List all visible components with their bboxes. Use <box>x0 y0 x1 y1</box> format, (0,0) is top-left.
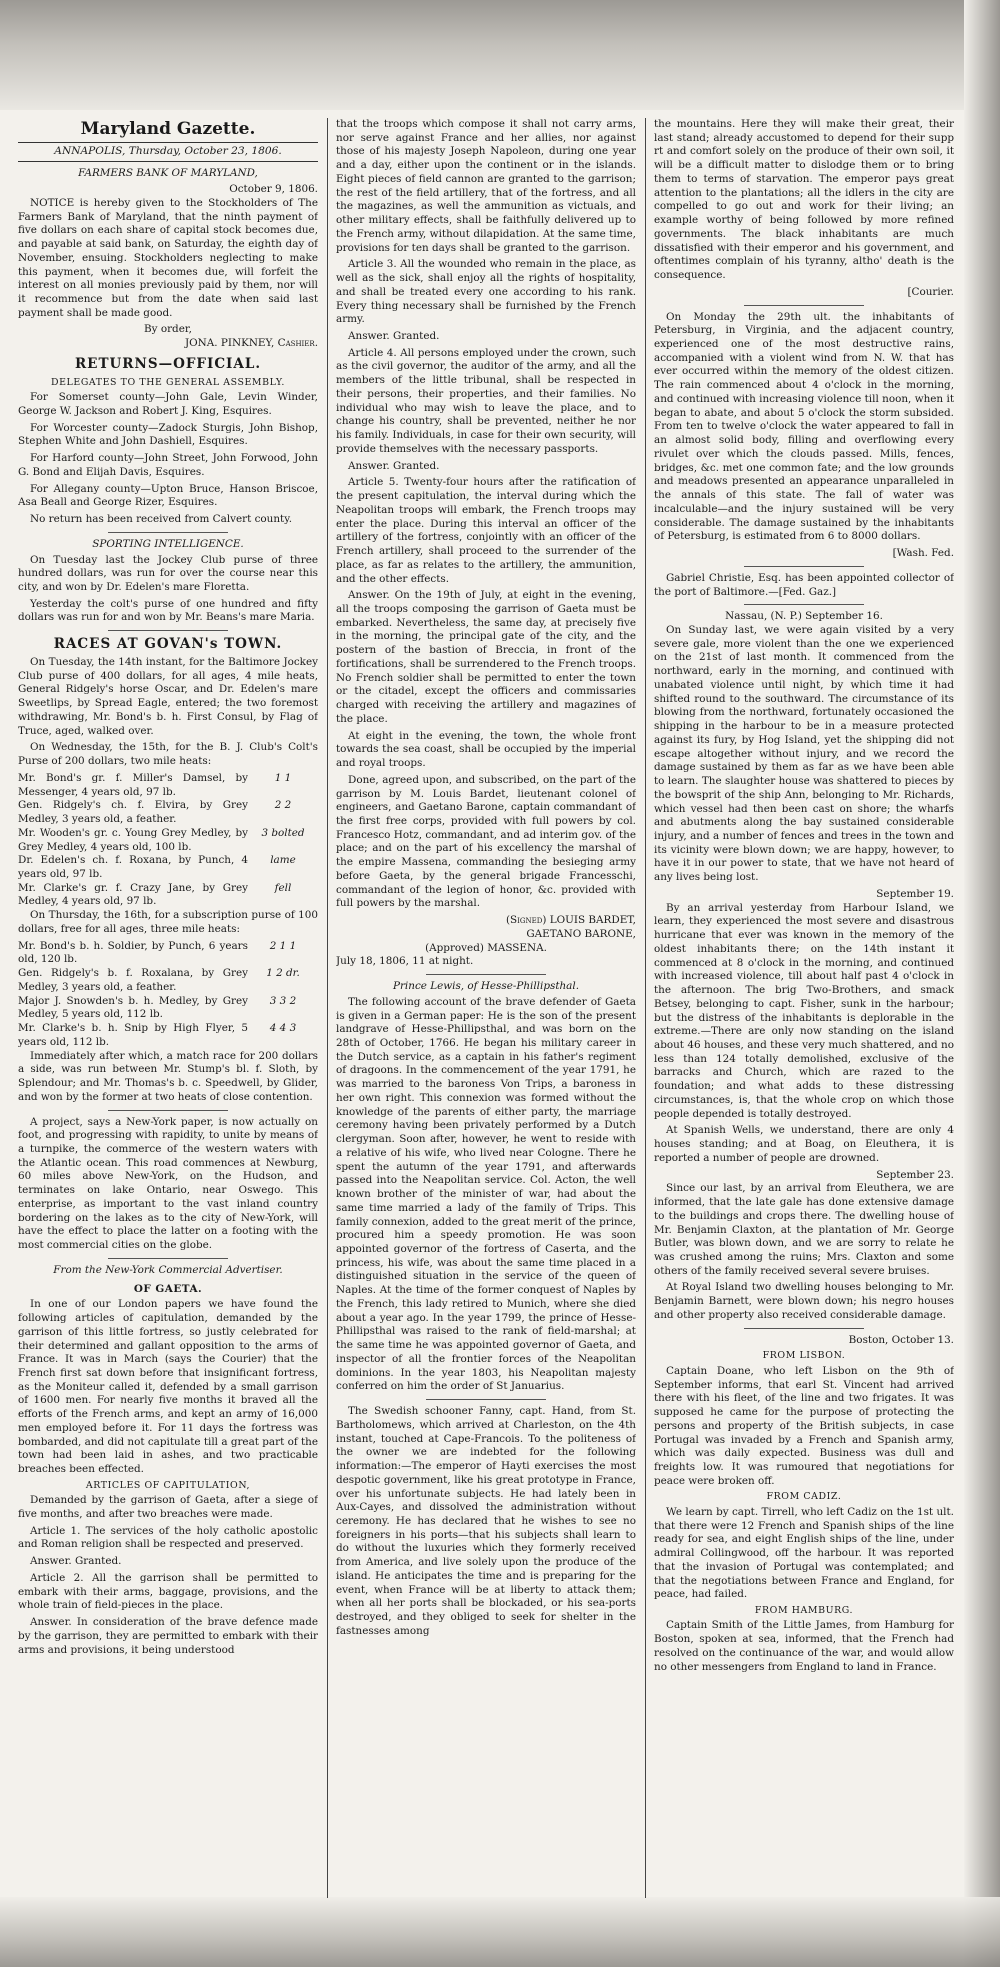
done-agreed: Done, agreed upon, and subscribed, on the part of the garrison by M. Louis Bardet, lieutenant colonel of engineers, and Gaetano Barone, captain commandant of the first free corps, provided with full powers by col. Francesco Hotz, commandant, and ad interim gov. of the place; and on the part of his excellency the marshal of the empire Massena, commanding the besieging army before Gaeta, by the general brigade Francesschi, commandant of the legion of honor, &c. provided with full powers by the marshal. <box>336 773 636 910</box>
wash-fed-source: [Wash. Fed. <box>892 547 954 560</box>
races-intro: On Tuesday, the 14th instant, for the Baltimore Jockey Club purse of 400 dollars, for all ages, 4 mile heats, General Ridgely's horse Oscar, and Dr. Edelen's mare Sweetlips, by Spread Eagle, entered; the two foremost withdrawing, Mr. Bond's b. h. First Consul, by Flag of Truce, aged, walked over. <box>18 656 318 737</box>
lisbon-paragraph: Captain Doane, who left Lisbon on the 9th of September informs, that earl St. Vincent had arrived there with his fleet, of the line and two frigates. It was supposed he came for the purpose of protecting the persons and property of the British subjects, in case Portugal was invaded by a French and Spanish army, which was daily expected. Business was dull and freights low. It was rumoured that negotiations for peace were broken off. <box>654 1364 954 1487</box>
turnpike-paragraph: A project, says a New-York paper, is now actually on foot, and progressing with rapidity, to unite by means of a turnpike, the commerce of the western waters with the Atlantic ocean. This road commences at Newburg, 60 miles above New-York, on the Hudson, and terminates on lake Ontario, near Oswego. This enterprise, as important to the vast inland country bordering on the lakes as to the city of New-York, will have the effect to place the latter on a footing with the most commercial cities on the globe. <box>18 1115 318 1252</box>
article-5: Article 5. Twenty-four hours after the ratification of the present capitulation, the interval during which the Neapolitan troops will embark, the French troops may enter the place. During this interval an officer of the artillery of the fortress, conjointly with an officer of the French artillery, shall proceed to the surrender of the place, as far as relates to the artillery, the ammunition, and the other effects. <box>336 476 636 585</box>
masthead: Maryland Gazette. <box>18 118 318 143</box>
answer-3: Answer. Granted. <box>348 330 440 343</box>
scan-shadow-bottom <box>0 1897 1000 1967</box>
races-match: Immediately after which, a match race for 200 dollars a side, was run between Mr. Stump's bl. f. Sloth, by Splendour; and Mr. Thomas's b. c. Speedwell, by Glider, and won by the former at two heats of close contention. <box>18 1049 318 1103</box>
separator <box>108 532 228 533</box>
delegates-heading: DELEGATES TO THE GENERAL ASSEMBLY. <box>50 376 286 388</box>
answer-2: Answer. In consideration of the brave defence made by the garrison, they are permitted to embark with their arms and provisions, it being understood <box>18 1616 318 1656</box>
source-heading: From the New-York Commercial Advertiser. <box>53 1263 283 1276</box>
signed-barone: GAETANO BARONE, <box>526 927 636 940</box>
gaeta-intro: In one of our London papers we have found the following articles of capitulation, demanded by the garrison of this little fortress, so justly celebrated for their determined and gallant opposition to the arms of France. It was in March (says the Courier) that the French first sat down before that insignificant fortress, as the Moniteur called it, defended by a small garrison of 1600 men. For nearly five months it braved all the efforts of the French arms, and kept an army of 16,000 men employed before it. For 11 days the fortress was bombarded, and did not capitulate till a great part of the town had been laid in ashes, and two practicable breaches been effected. <box>18 1298 318 1476</box>
bank-signature: JONA. PINKNEY, Cashier. <box>185 337 318 350</box>
column-1 <box>18 118 318 1898</box>
eight-evening: At eight in the evening, the town, the whole front towards the sea coast, shall be occupied by the imperial and royal troops. <box>336 729 636 770</box>
separator <box>108 1258 228 1259</box>
spanish-wells-paragraph: At Spanish Wells, we understand, there are only 4 houses standing; and at Boag, on Eleuthera, it is reported a number of people are drowned. <box>654 1124 954 1164</box>
separator <box>744 1328 864 1329</box>
gaeta-continuation: that the troops which compose it shall not carry arms, nor serve against France and her allies, nor against those of his majesty Joseph Napoleon, during one year and a day, either upon the continent or in the islands. Eight pieces of field cannon are granted to the garrison; the rest of the field artillery, that of the fortress, and all the magazines, as well the ammunition as victuals, and other military effects, shall be faithfully delivered up to the French army, without dilapidation. At the same time, provisions for ten days shall be granted to the garrison. <box>336 118 636 254</box>
sep19-paragraph: By an arrival yesterday from Harbour Island, we learn, they experienced the most severe and disastrous hurricane that ever was known in the memory of the oldest inhabitants there; on the 14th instant it commenced at 8 o'clock in the morning, and continued with increased violence, till about half past 4 o'clock in the afternoon. The brig Two-Brothers, and smack Betsey, belonging to capt. Fisher, sunk in the harbour; but the distress of the inhabitants is deplorable in the extreme.—There are only now standing on the island about 46 houses, and these very much shattered, and no less than 124 totally demolished, exclusive of the barracks and Church, which are razed to the foundation; and what adds to these distressing circumstances, is, that the whole crop on which those people depended is totally destroyed. <box>654 901 954 1120</box>
sporting-paragraph: Yesterday the colt's purse of one hundred and fifty dollars was run for and won by Mr. Beans's mare Maria. <box>18 597 318 624</box>
bank-by-order: By order, <box>144 323 192 336</box>
delegates-harford: For Harford county—John Street, John Forwood, John G. Bond and Elijah Davis, Esquires. <box>18 452 318 478</box>
separator <box>744 566 864 567</box>
sporting-heading: SPORTING INTELLIGENCE. <box>92 537 244 550</box>
bank-notice: NOTICE is hereby given to the Stockholders of The Farmers Bank of Maryland, that the ninth payment of five dollars on each share of capital stock becomes due, and payable at said bank, on Saturday, the eighth day of November, ensuing. Stockholders neglecting to make this payment, when it becomes due, will forfeit the interest on all monies previously paid by them, nor will it recommence but from the date when said last payment shall be made good. <box>18 196 318 319</box>
cadiz-paragraph: We learn by capt. Tirrell, who left Cadiz on the 1st ult. that there were 12 French and Spanish ships of the line ready for sea, and eight English ships of the line, under admiral Collingwood, off the harbour. It was reported that the invasion of Portugal was contemplated; and that the negotiations between France and England, for peace, had failed. <box>654 1505 954 1601</box>
race-entry: Mr. Clarke's gr. f. Crazy Jane, by Grey Medley, 4 years old, 97 lb. fell <box>18 881 292 908</box>
scan-shadow-right <box>964 0 1000 1967</box>
dateline: ANNAPOLIS, Thursday, October 23, 1806. <box>18 145 318 162</box>
race-entry: Dr. Edelen's ch. f. Roxana, by Punch, 4 years old, 97 lb. lame <box>18 854 296 881</box>
races-heading: RACES AT GOVAN's TOWN. <box>53 636 283 653</box>
delegates-somerset: For Somerset county—John Gale, Levin Winder, George W. Jackson and Robert J. King, Esquires. <box>18 391 318 417</box>
gaeta-heading: OF GAETA. <box>133 1282 203 1295</box>
delegates-allegany: For Allegany county—Upton Bruce, Hanson Briscoe, Asa Beall and George Rizer, Esquires. <box>18 482 318 509</box>
column-3 <box>654 118 954 1898</box>
separator <box>744 305 864 306</box>
separator <box>426 974 546 975</box>
separator <box>744 604 864 605</box>
cadiz-heading: FROM CADIZ. <box>766 1491 842 1503</box>
answer-5: Answer. On the 19th of July, at eight in the evening, all the troops composing the garrison of Gaeta must be embarked. Nevertheless, the same day, at precisely five in the morning, the principal gate of the city, and the postern of the bastion of Breccia, in front of the fortifications, shall be surrendered to the French troops. No French soldier shall be permitted to enter the town or the citadel, except the officers and commissaries charged with receiving the artillery and magazines of the place. <box>336 589 636 725</box>
race-entry: Major J. Snowden's b. h. Medley, by Grey Medley, 5 years old, 112 lb. 3 3 2 <box>18 994 297 1021</box>
article-3: Article 3. All the wounded who remain in the place, as well as the sick, shall enjoy all the rights of hospitality, and shall be treated every one according to his rank. Every thing necessary shall be furnished by the French army. <box>336 258 636 326</box>
hamburg-paragraph: Captain Smith of the Little James, from Hamburg for Boston, spoken at sea, informed, that the French had resolved on the continuance of the war, and would allow no other messengers from England to land in France. <box>654 1619 954 1673</box>
answer-1: Answer. Granted. <box>30 1555 122 1568</box>
lisbon-heading: FROM LISBON. <box>762 1350 846 1362</box>
column-rule-2 <box>645 118 646 1898</box>
bank-heading: FARMERS BANK OF MARYLAND, <box>78 167 258 180</box>
race-entry: Gen. Ridgely's ch. f. Elvira, by Grey Medley, 3 years old, a feather. 2 2 <box>18 799 292 826</box>
petersburg-paragraph: On Monday the 29th ult. the inhabitants of Petersburg, in Virginia, and the adjacent country, experienced one of the most destructive rains, accompanied with a violent wind from N. W. that has ever occurred within the memory of the oldest citizen. The rain commenced about 4 o'clock in the morning, and continued with increasing violence till noon, when it began to abate, and about 5 o'clock the storm subsided. From ten to twelve o'clock the water appeared to fall in an almost solid body, filling and overflowing every rivulet over which the clouds passed. Mills, fences, bridges, &c. met one common fate; and the low grounds and meadows presented an appearance unparalleled in the annals of this state. The fall of water was incalculable—and the injury sustained will be very considerable. The damage sustained by the inhabitants of Petersburg, is estimated from 6 to 8000 dollars. <box>654 310 954 543</box>
prince-heading: Prince Lewis, of Hesse-Phillipsthal. <box>392 980 580 993</box>
signed-bardet: (Signed) LOUIS BARDET, <box>505 914 636 927</box>
hamburg-heading: FROM HAMBURG. <box>754 1604 854 1616</box>
answer-4: Answer. Granted. <box>348 459 440 472</box>
bank-date: October 9, 1806. <box>229 183 318 196</box>
column-rule-1 <box>327 118 328 1898</box>
races-wednesday: On Wednesday, the 15th, for the B. J. Club's Colt's Purse of 200 dollars, two mile heats: <box>18 741 318 768</box>
delegates-worcester: For Worcester county—Zadock Sturgis, John Bishop, Stephen White and John Dashiell, Esquires. <box>18 421 318 448</box>
hayti-continuation: the mountains. Here they will make their great, their last stand; already accustomed to depend for their supp rt and comfort solely on the produce of their own soil, it will be a difficult matter to dislodge them or to bring them to terms of starvation. The emperor pays great attention to the plantations; all the idlers in the city are compelled to go out and work for their living; an example worthy of being followed by more refined governments. The black inhabitants are much dissatisfied with their emperor and his government, and oftentimes complain of his tyranny, altho' death is the consequence. <box>654 118 954 282</box>
races-thursday: On Thursday, the 16th, for a subscription purse of 100 dollars, free for all ages, three mile heats: <box>18 909 318 935</box>
column-2 <box>336 118 636 1898</box>
royal-island-paragraph: At Royal Island two dwelling houses belonging to Mr. Benjamin Barnett, were blown down; his negro houses and other property also received considerable damage. <box>654 1281 954 1321</box>
articles-heading: ARTICLES OF CAPITULATION, <box>85 1479 251 1491</box>
nassau-paragraph: On Sunday last, we were again visited by a very severe gale, more violent than the one we experienced on the 21st of last month. It commenced from the northward, early in the morning, and continued with unabated violence until night, by which time it had shifted round to the southward. The circumstance of its blowing from the northward, fortunately occasioned the shipping in the harbour to be in a measure protected against its fury, by Hog Island, yet the shipping did not escape altogether without injury, and we record the damage sustained by them as far as we have been able to learn. The slaughter house was shattered to pieces by the bowsprit of the ship Ann, belonging to Mr. Richards, which vessel had then been cast on shore; the wharfs and abutments along the bay sustained considerable injury, and a number of fences and trees in the town and its vicinity were blown down; we are happy, however, to have it in our power to state, that we have not heard of any lives being lost. <box>654 623 954 884</box>
fanny-paragraph: The Swedish schooner Fanny, capt. Hand, from St. Bartholomews, which arrived at Charleston, on the 4th instant, touched at Cape-Francois. To the politeness of the owner we are indebted for the following information:—The emperor of Hayti exercises the most despotic government, like his great prototype in France, over his unfortunate subjects. He had lately been in Aux-Cayes, and dissolved the administration without ceremony. He has declared that he wishes to see no foreigners in his ports—that his subjects shall learn to do without the luxuries which they formerly received from America, and live solely upon the produce of the island. He anticipates the time and is preparing for the event, when France will be at liberty to attack them; when all her ports shall be blockaded, or his sea-ports destroyed, and they obliged to seek for shelter in the fastnesses among <box>336 1405 636 1637</box>
article-4: Article 4. All persons employed under the crown, such as the civil governor, the auditor of the army, and all the members of the little tribunal, shall be respected in their persons, their properties, and their families. No individual who may wish to leave the place, and to change his country, shall be prevented, neither he nor his family. Individuals, in case for their own security, will provide themselves with the necessary passports. <box>336 346 636 455</box>
articles-intro: Demanded by the garrison of Gaeta, after a siege of five months, and after two breaches were made. <box>18 1494 318 1520</box>
calvert-note: No return has been received from Calvert county. <box>30 513 293 526</box>
boston-heading: Boston, October 13. <box>848 1333 954 1346</box>
race-entry: Mr. Bond's b. h. Soldier, by Punch, 6 years old, 120 lb. 2 1 1 <box>18 939 297 966</box>
separator <box>108 630 228 631</box>
courier-source: [Courier. <box>907 285 954 298</box>
prince-paragraph: The following account of the brave defender of Gaeta is given in a German paper: He is the son of the present landgrave of Hesse-Phillipsthal, and was born on the 28th of October, 1766. He began his military career in the Dutch service, as a captain in his father's regiment of dragoons. In the commencement of the year 1791, he was married to the baroness Von Trips, a baroness in her own right. This connexion was formed without the knowledge of the parents of either party, the marriage ceremony having been privately performed by a Dutch clergyman. Soon after, however, he went to reside with a relative of his wife, who lived near Cologne. There he spent the autumn of the year 1791, and afterwards passed into the Neapolitan service. Col. Acton, the well known brother of the minister of war, had about the same time married a lady of the family of Trips. This family connexion, added to the great merit of the prince, procured him a speedy promotion. He was soon appointed governor of the fortress of Caserta, and the princess, his wife, was about the same time placed in a distinguished situation in the service of the queen of Naples. At the time of the former conquest of Naples by the French, this lady retired to Munich, where she died about a year ago. In the year 1799, the prince of Hesse-Phillipsthal was raised to the rank of field-marshal; at the same time he was appointed governor of Gaeta, and inspector of all the frontier forces of the Neapolitan dominions. In the year 1803, his Neapolitan majesty conferred on him the order of St Januarius. <box>336 995 636 1393</box>
sporting-paragraph: On Tuesday last the Jockey Club purse of three hundred dollars, was run for over the course near this city, and won by Dr. Edelen's mare Floretta. <box>18 553 318 593</box>
scan-shadow-top <box>0 0 1000 110</box>
approved-massena: (Approved) MASSENA. <box>425 941 547 954</box>
separator <box>426 1399 546 1400</box>
nassau-heading: Nassau, (N. P.) September 16. <box>725 610 883 623</box>
sep23-heading: September 23. <box>876 1168 954 1181</box>
race-entry: Mr. Wooden's gr. c. Young Grey Medley, by Grey Medley, 4 years old, 100 lb. 3 bolted <box>18 826 305 853</box>
christie-paragraph: Gabriel Christie, Esq. has been appointed collector of the port of Baltimore.—[Fed. Gaz.] <box>654 571 954 598</box>
race-entry: Gen. Ridgely's b. f. Roxalana, by Grey Medley, 3 years old, a feather. 1 2 dr. <box>18 967 300 993</box>
article-2: Article 2. All the garrison shall be permitted to embark with their arms, baggage, provisions, and the whole train of field-pieces in the place. <box>18 1571 318 1612</box>
approved-date: July 18, 1806, 11 at night. <box>336 955 474 968</box>
sep23-paragraph: Since our last, by an arrival from Eleuthera, we are informed, that the late gale has done extensive damage to the buildings and crops there. The dwelling house of Mr. Benjamin Claxton, at the plantation of Mr. George Butler, was blown down, and we are sorry to relate he was crushed among the ruins; Mrs. Claxton and some others of the family received several severe bruises. <box>654 1182 954 1277</box>
race-entry: Mr. Bond's gr. f. Miller's Damsel, by Messenger, 4 years old, 97 lb. 1 1 <box>18 771 292 798</box>
separator <box>108 1110 228 1111</box>
newspaper-page <box>18 118 958 1898</box>
returns-heading: RETURNS—OFFICIAL. <box>74 355 262 372</box>
race-entry: Mr. Clarke's b. h. Snip by High Flyer, 5 years old, 112 lb. 4 4 3 <box>18 1022 297 1048</box>
article-1: Article 1. The services of the holy catholic apostolic and Roman religion shall be respected and preserved. <box>18 1524 318 1551</box>
sep19-heading: September 19. <box>876 887 954 900</box>
